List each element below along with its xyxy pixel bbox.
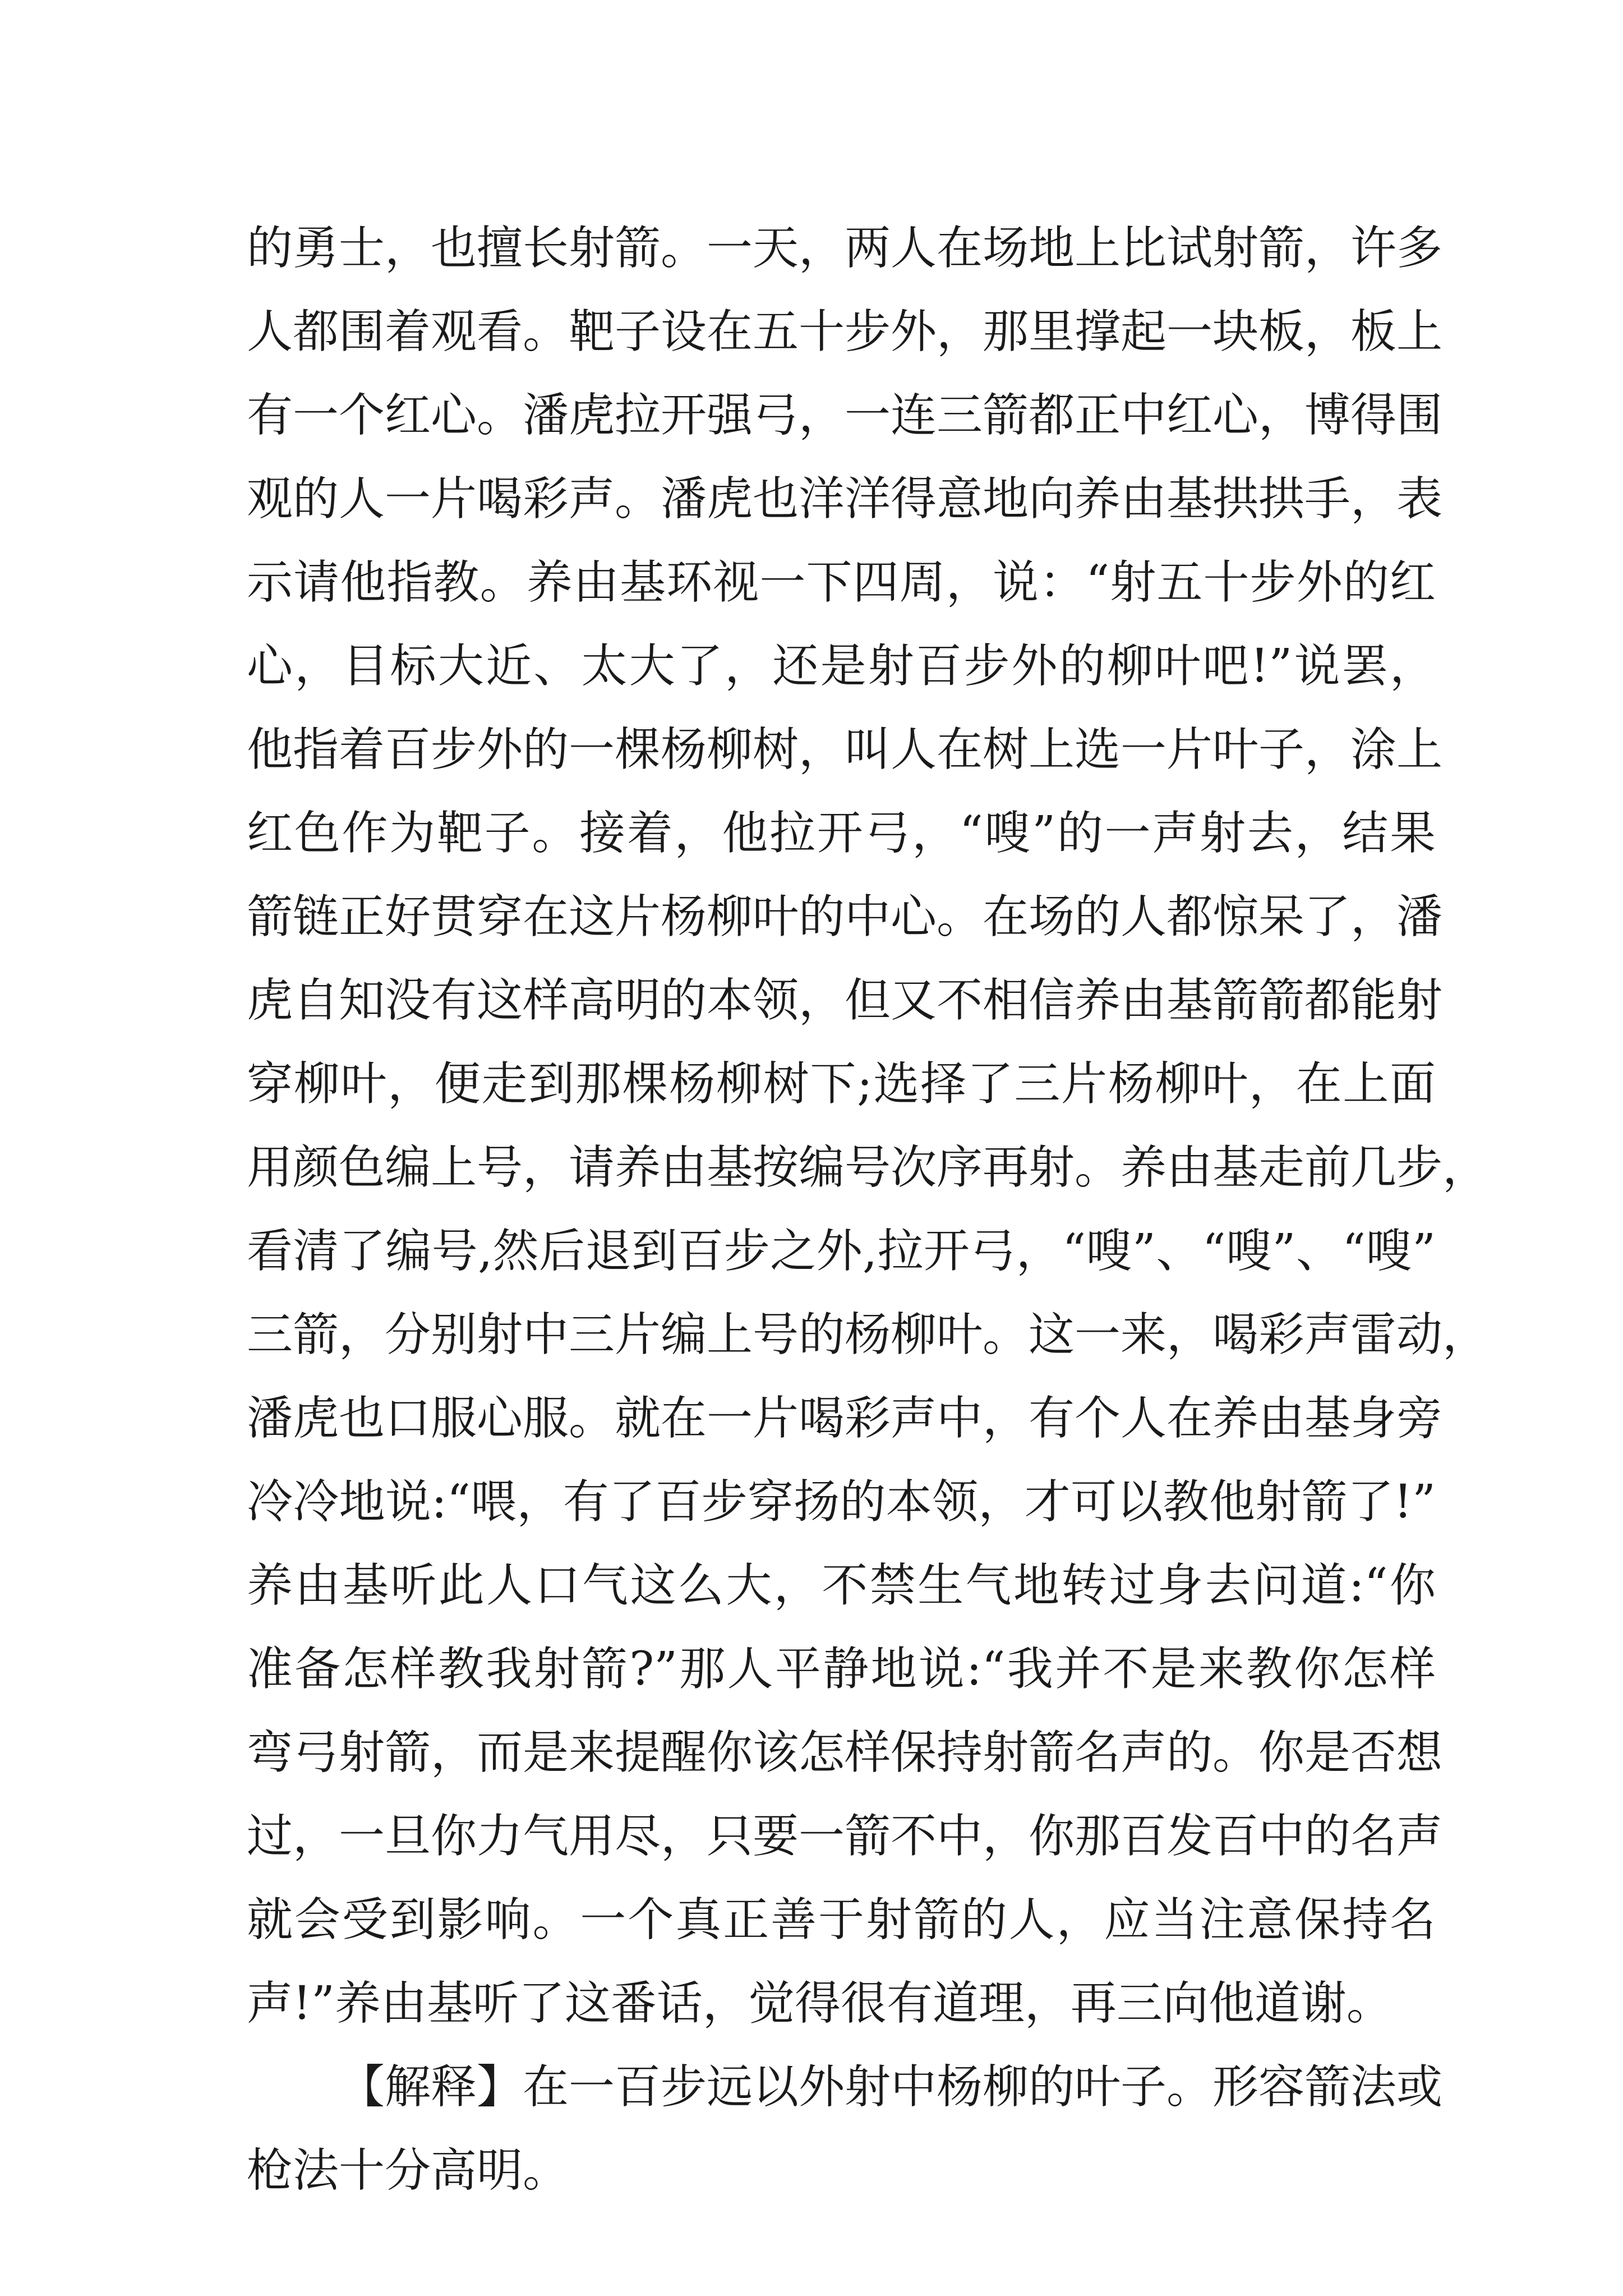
- story-line: 心，目标大近、太大了，还是射百步外的柳叶吧!”说罢，: [247, 639, 1436, 693]
- story-line: 他指着百步外的一棵杨柳树，叫人在树上选一片叶子，涂上: [247, 723, 1443, 776]
- story-line: 红色作为靶子。接着，他拉开弓，“嗖”的一声射去，结果: [247, 807, 1436, 860]
- story-line: 穿柳叶，便走到那棵杨柳树下;选择了三片杨柳叶，在上面: [247, 1057, 1436, 1111]
- story-line: 潘虎也口服心服。就在一片喝彩声中，有个人在养由基身旁: [247, 1392, 1443, 1445]
- story-line: 的勇士，也擅长射箭。一天，两人在场地上比试射箭，许多: [247, 222, 1443, 275]
- story-line: 就会受到影响。一个真正善于射箭的人，应当注意保持名: [247, 1893, 1436, 1947]
- story-line: 用颜色编上号，请养由基按编号次序再射。养由基走前几步，: [247, 1141, 1489, 1194]
- explanation-line: 枪法十分高明。: [247, 2144, 569, 2197]
- story-line: 声!”养由基听了这番话，觉得很有道理，再三向他道谢。: [247, 1977, 1393, 2030]
- story-line: 养由基听此人口气这么大，不禁生气地转过身去问道:“你: [247, 1559, 1436, 1612]
- story-line: 有一个红心。潘虎拉开强弓，一连三箭都正中红心，博得围: [247, 389, 1443, 442]
- story-line: 示请他指教。养由基环视一下四周，说：“射五十步外的红: [247, 556, 1436, 609]
- story-line: 虎自知没有这样高明的本领，但又不相信养由基箭箭都能射: [247, 974, 1443, 1027]
- story-line: 过，一旦你力气用尽，只要一箭不中，你那百发百中的名声: [247, 1810, 1443, 1863]
- explanation-line: 【解释】在一百步远以外射中杨柳的叶子。形容箭法或: [339, 2060, 1443, 2114]
- story-line: 看清了编号,然后退到百步之外,拉开弓，“嗖”、“嗖”、“嗖”: [247, 1225, 1436, 1278]
- story-line: 弯弓射箭，而是来提醒你该怎样保持射箭名声的。你是否想: [247, 1726, 1443, 1779]
- story-line: 准备怎样教我射箭?”那人平静地说:“我并不是来教你怎样: [247, 1642, 1436, 1696]
- story-line: 冷冷地说:“喂，有了百步穿扬的本领，才可以教他射箭了!”: [247, 1475, 1436, 1529]
- story-body: [247, 206, 1489, 2212]
- story-line: 观的人一片喝彩声。潘虎也洋洋得意地向养由基拱拱手，表: [247, 472, 1443, 526]
- story-line: 人都围着观看。靶子设在五十步外，那里撑起一块板，板上: [247, 305, 1443, 358]
- story-line: 三箭，分别射中三片编上号的杨柳叶。这一来，喝彩声雷动，: [247, 1308, 1489, 1361]
- story-line: 箭链正好贯穿在这片杨柳叶的中心。在场的人都惊呆了，潘: [247, 890, 1443, 944]
